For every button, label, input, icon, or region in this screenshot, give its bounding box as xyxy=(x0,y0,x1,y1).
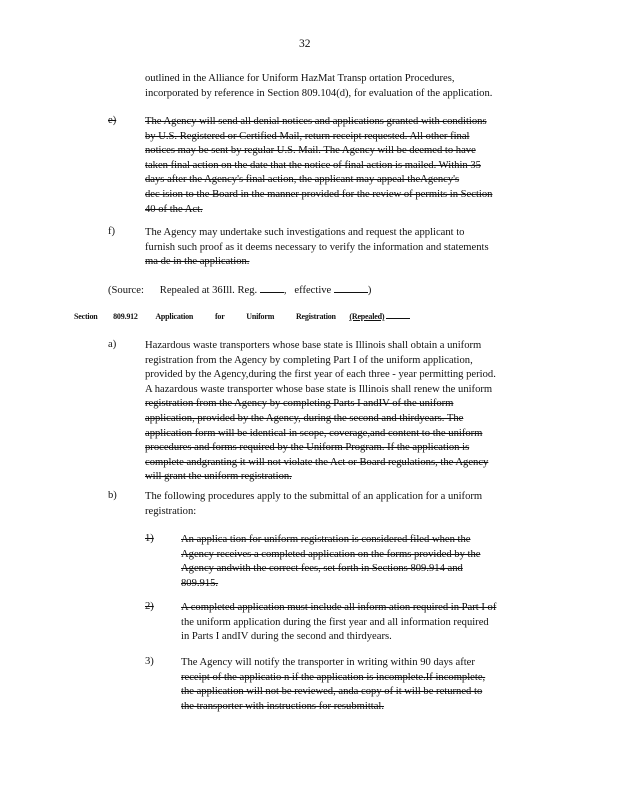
item-e-label: e) xyxy=(108,115,117,126)
sub-1-label: 1) xyxy=(145,533,154,544)
item-a-paragraph xyxy=(145,339,537,485)
section-number: 809.912 xyxy=(113,312,138,321)
status-underline xyxy=(386,312,410,319)
item-a-line: will grant the uniform registration. xyxy=(145,471,292,483)
item-a-line: A hazardous waste transporter whose base state is Illinois shall renew the uniform xyxy=(145,383,493,395)
item-b-paragraph xyxy=(145,490,533,519)
item-f-label: f) xyxy=(108,226,116,237)
item-b-line: registration: xyxy=(145,505,197,517)
item-a-line: registration from the Agency by completing Parts I andIV of the uniform xyxy=(145,398,454,410)
sub-1-line: Agency receives a completed application on the forms provided by the xyxy=(181,548,481,560)
section-heading xyxy=(74,312,410,321)
item-a-line: provided by the Agency,during the first year of each three - year permitting period. xyxy=(145,369,496,381)
item-b-label: b) xyxy=(108,490,117,501)
item-e-line: dec ision to the Board in the manner provided for the review of permits in Section xyxy=(145,188,493,200)
item-a-line: application, provided by the Agency, during the second and thirdyears. The xyxy=(145,412,464,424)
sub-1-line: 809.915. xyxy=(181,577,219,589)
item-e-line: days after the Agency's final action, the applicant may appeal theAgency's xyxy=(145,174,460,186)
register-blank xyxy=(260,283,284,293)
item-b-line: The following procedures apply to the submittal of an application for a uniform xyxy=(145,491,483,502)
sub-2-line: the uniform application during the first year and all information required xyxy=(181,616,489,628)
page-number: 32 xyxy=(299,38,311,50)
section-label: Section xyxy=(74,312,98,321)
section-status: (Repealed) xyxy=(349,312,385,321)
intro-line: outlined in the Alliance for Uniform HazMat Transp ortation Procedures, xyxy=(145,73,455,84)
source-effective: effective xyxy=(294,285,332,296)
sub-3-line: the transporter with instructions for resubmittal. xyxy=(181,700,385,712)
item-f-line: The Agency may undertake such investigations and request the applicant to xyxy=(145,227,465,238)
sub-1-paragraph xyxy=(181,533,533,591)
item-e-line: by U.S. Registered or Certified Mail, return receipt requested. All other final xyxy=(145,130,470,142)
item-e-line: taken final action on the date that the notice of final action is mailed. Within 35 xyxy=(145,159,481,171)
item-e-paragraph xyxy=(145,115,533,217)
sub-1-line: Agency andwith the correct fees, set forth in Sections 809.914 and xyxy=(181,563,463,575)
source-close: ) xyxy=(367,285,372,296)
source-prefix: (Source: xyxy=(108,285,144,296)
item-e-line: notices may be sent by regular U.S. Mail. The Agency will be deemed to have xyxy=(145,145,476,157)
sub-2-line: A completed application must include all inform ation required in Part I of xyxy=(181,602,497,613)
section-title: Application for Uniform Registration xyxy=(155,312,336,321)
sub-1-line: An applica tion for uniform registration is considered filed when the xyxy=(181,534,471,545)
item-f-paragraph xyxy=(145,226,533,270)
sub-3-paragraph xyxy=(181,656,533,714)
effective-blank xyxy=(334,283,368,293)
item-a-line: procedures and forms required by the Uniform Program. If the application is xyxy=(145,442,470,454)
item-e-line: The Agency will send all denial notices and applications granted with conditions xyxy=(145,116,487,127)
sub-2-line: in Parts I andIV during the second and thirdyears. xyxy=(181,631,392,643)
intro-paragraph xyxy=(145,72,533,101)
item-a-line: complete andgranting it will not violate the Act or Board regulations, the Agency xyxy=(145,456,489,468)
source-note: (Source: Repealed at 36Ill. Reg. , effective ) xyxy=(108,285,372,296)
item-e-line: 40 of the Act. xyxy=(145,203,203,215)
sub-3-line: receipt of the applicatio n if the application is incomplete.If incomplete, xyxy=(181,671,486,683)
sub-2-label: 2) xyxy=(145,601,154,612)
item-f-line: ma de in the application. xyxy=(145,256,250,268)
item-a-line: application form will be identical in scope, coverage,and content to the uniform xyxy=(145,427,483,439)
item-f-line: furnish such proof as it deems necessary to verify the information and statements xyxy=(145,241,489,253)
sub-3-line: the application will not be reviewed, anda copy of it will be returned to xyxy=(181,686,483,698)
sub-2-paragraph xyxy=(181,601,537,645)
intro-line: incorporated by reference in Section 809.104(d), for evaluation of the application. xyxy=(145,87,493,99)
item-a-line: registration from the Agency by completing Part I of the uniform application, xyxy=(145,354,473,366)
sub-3-label: 3) xyxy=(145,656,154,667)
sub-3-line: The Agency will notify the transporter in writing within 90 days after xyxy=(181,657,475,668)
item-a-line: Hazardous waste transporters whose base state is Illinois shall obtain a uniform xyxy=(145,340,482,351)
source-text: Repealed at 36Ill. Reg. xyxy=(159,285,258,296)
item-a-label: a) xyxy=(108,339,117,350)
